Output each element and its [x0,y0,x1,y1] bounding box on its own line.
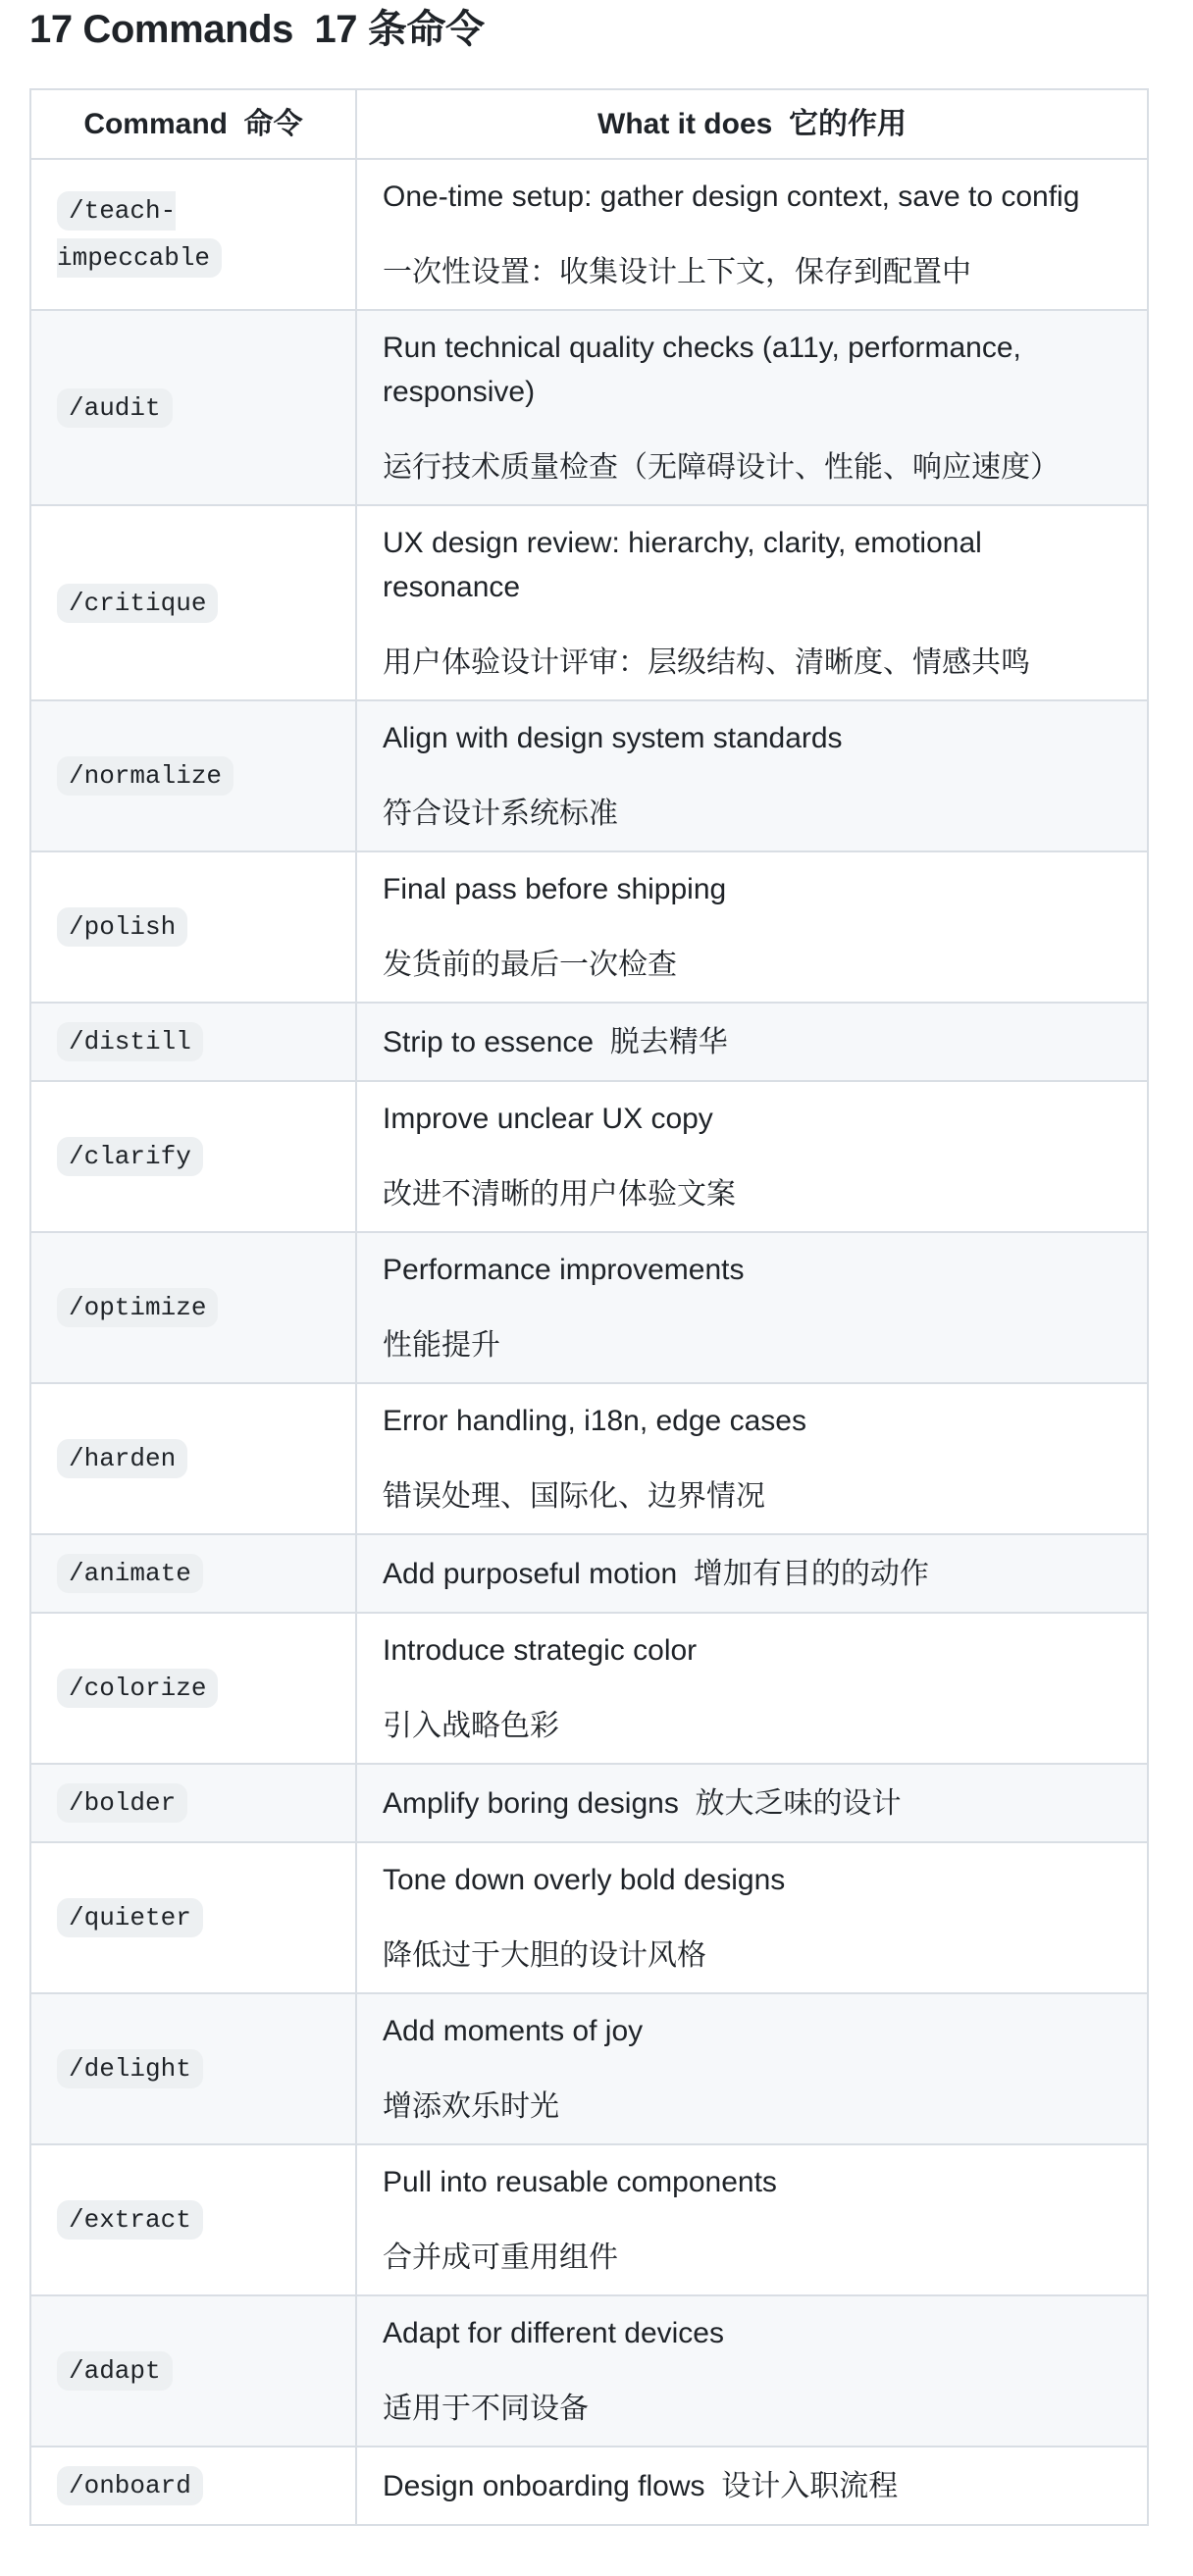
description-line: 降低过于大胆的设计风格 [383,1939,706,1972]
command-cell [30,505,356,700]
table-row [30,1764,1148,1842]
description-cell [356,1232,1148,1383]
description-line: 合并成可重用组件 [383,2241,618,2274]
command-cell [30,1842,356,1993]
command-cell [30,1613,356,1764]
table-row [30,851,1148,1003]
description-cell [356,1613,1148,1764]
command-cell [30,1383,356,1534]
table-row [30,1534,1148,1613]
table-row [30,1383,1148,1534]
command-code: /quieter [57,1898,203,1937]
table-row [30,1993,1148,2144]
table-row [30,2144,1148,2295]
command-cell [30,1081,356,1232]
description-line: Performance improvements [383,1254,745,1286]
table-row [30,310,1148,505]
description-line: 运行技术质量检查（无障碍设计、性能、响应速度） [383,451,1060,484]
command-cell [30,159,356,310]
command-cell [30,1764,356,1842]
description-line: Introduce strategic color [383,1634,698,1667]
description-cell [356,1534,1148,1613]
description-line: Improve unclear UX copy [383,1103,713,1135]
command-cell [30,1993,356,2144]
table-row [30,1842,1148,1993]
command-code: /teach-impeccable [57,191,222,278]
description-cell [356,1003,1148,1081]
description-line: 用户体验设计评审：层级结构、清晰度、情感共鸣 [383,646,1030,679]
description-line: Final pass before shipping [383,873,727,905]
description-cell [356,1081,1148,1232]
description-cell [356,2447,1148,2525]
command-code: /bolder [57,1783,187,1823]
command-cell [30,1003,356,1081]
command-cell [30,2295,356,2447]
command-code: /polish [57,907,187,947]
command-code: /critique [57,584,218,623]
description-line: 引入战略色彩 [383,1710,559,1742]
description-line: UX design review: hierarchy, clarity, emotional resonance [383,527,982,603]
description-line: Amplify boring designs 放大乏味的设计 [383,1786,902,1820]
description-cell [356,159,1148,310]
description-cell [356,2295,1148,2447]
description-line: Pull into reusable components [383,2166,777,2198]
description-line: One-time setup: gather design context, save to config [383,180,1080,213]
description-line: 适用于不同设备 [383,2393,589,2425]
command-code: /audit [57,388,173,428]
description-line: Align with design system standards [383,722,843,754]
description-line: Design onboarding flows 设计入职流程 [383,2469,899,2502]
command-cell [30,1232,356,1383]
table-row [30,1613,1148,1764]
command-code: /animate [57,1554,203,1593]
description-cell [356,700,1148,851]
description-line: Tone down overly bold designs [383,1864,786,1896]
description-cell [356,310,1148,505]
table-row [30,2295,1148,2447]
command-cell [30,1534,356,1613]
description-cell [356,505,1148,700]
command-cell [30,2447,356,2525]
column-header-command: Command 命令 [30,89,356,159]
description-line: Strip to essence 脱去精华 [383,1025,728,1058]
description-line: Add moments of joy [383,2015,644,2047]
command-cell [30,700,356,851]
description-line: 发货前的最后一次检查 [383,949,677,981]
description-cell [356,1764,1148,1842]
command-code: /onboard [57,2466,203,2505]
command-code: /extract [57,2200,203,2240]
table-row [30,2447,1148,2525]
command-code: /harden [57,1439,187,1478]
description-cell [356,851,1148,1003]
table-header-row [30,89,1148,159]
table-row [30,1232,1148,1383]
command-cell [30,2144,356,2295]
command-code: /distill [57,1022,203,1061]
description-line: Error handling, i18n, edge cases [383,1405,806,1437]
command-code: /optimize [57,1288,218,1327]
description-line: Run technical quality checks (a11y, performance, responsive) [383,332,1021,408]
commands-table [29,88,1149,2526]
description-line: Adapt for different devices [383,2317,724,2349]
command-code: /normalize [57,756,233,796]
command-cell [30,310,356,505]
description-cell [356,1842,1148,1993]
description-line: 增添欢乐时光 [383,2090,559,2123]
table-row [30,505,1148,700]
command-cell [30,851,356,1003]
command-code: /adapt [57,2351,173,2391]
command-code: /colorize [57,1669,218,1708]
description-cell [356,1383,1148,1534]
table-row [30,159,1148,310]
description-line: 错误处理、国际化、边界情况 [383,1480,765,1513]
command-code: /delight [57,2049,203,2088]
page-title: 17 Commands 17 条命令 [29,8,485,51]
description-cell [356,1993,1148,2144]
table-row [30,700,1148,851]
command-code: /clarify [57,1137,203,1176]
description-line: 符合设计系统标准 [383,798,618,830]
description-cell [356,2144,1148,2295]
description-line: 性能提升 [383,1329,500,1362]
table-row [30,1003,1148,1081]
description-line: 一次性设置：收集设计上下文，保存到配置中 [383,256,971,288]
table-row [30,1081,1148,1232]
column-header-what-it-does: What it does 它的作用 [356,89,1148,159]
description-line: 改进不清晰的用户体验文案 [383,1178,736,1211]
description-line: Add purposeful motion 增加有目的的动作 [383,1557,929,1590]
